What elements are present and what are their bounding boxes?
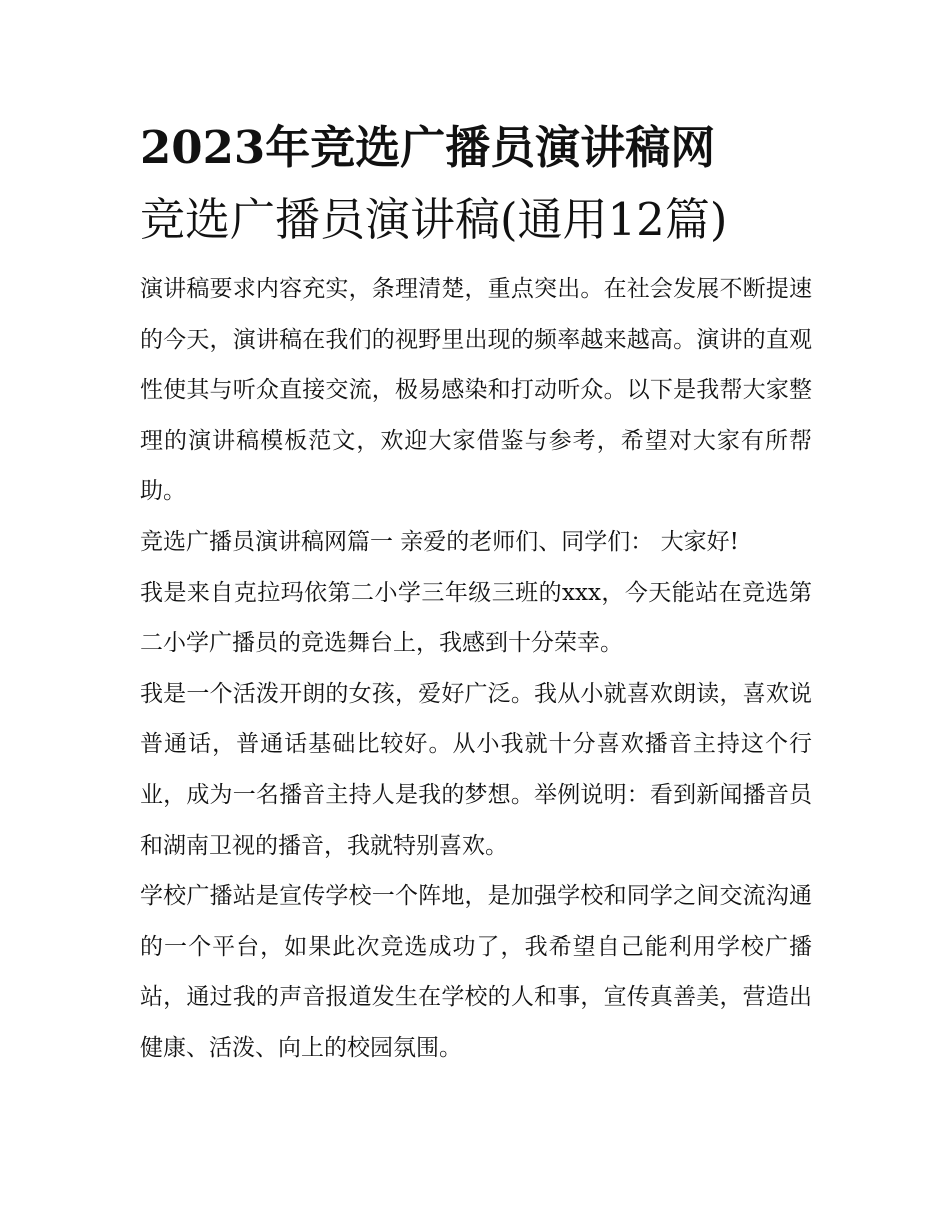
title-line-2: 竞选广播员演讲稿(通用12篇): [140, 193, 728, 246]
document-title: [140, 118, 812, 250]
document-body: [140, 118, 812, 1074]
paragraph-greeting: 竞选广播员演讲稿网篇一 亲爱的老师们、同学们： 大家好!: [140, 528, 739, 555]
paragraph-hobbies: 我是一个活泼开朗的女孩，爱好广泛。我从小就喜欢朗读，喜欢说普通话，普通话基础比较好。从小我就十分喜欢播音主持这个行业，成为一名播音主持人是我的梦想。举例说明：看到新闻播音员和湖南卫视的播音，我就特别喜欢。: [140, 680, 812, 859]
paragraph-intro: 演讲稿要求内容充实，条理清楚，重点突出。在社会发展不断提速的今天，演讲稿在我们的视野里出现的频率越来越高。演讲的直观性使其与听众直接交流，极易感染和打动听众。以下是我帮大家整理的演讲稿模板范文，欢迎大家借鉴与参考，希望对大家有所帮助。: [140, 276, 812, 505]
paragraph-self-intro: 我是来自克拉玛依第二小学三年级三班的xxx，今天能站在竞选第二小学广播员的竞选舞台上，我感到十分荣幸。: [140, 579, 812, 657]
paragraph-broadcast-station: 学校广播站是宣传学校一个阵地，是加强学校和同学之间交流沟通的一个平台，如果此次竞选成功了，我希望自己能利用学校广播站，通过我的声音报道发生在学校的人和事，宣传真善美，营造出健康、活泼、向上的校园氛围。: [140, 883, 812, 1061]
title-line-1: 2023年竞选广播员演讲稿网: [140, 121, 716, 174]
